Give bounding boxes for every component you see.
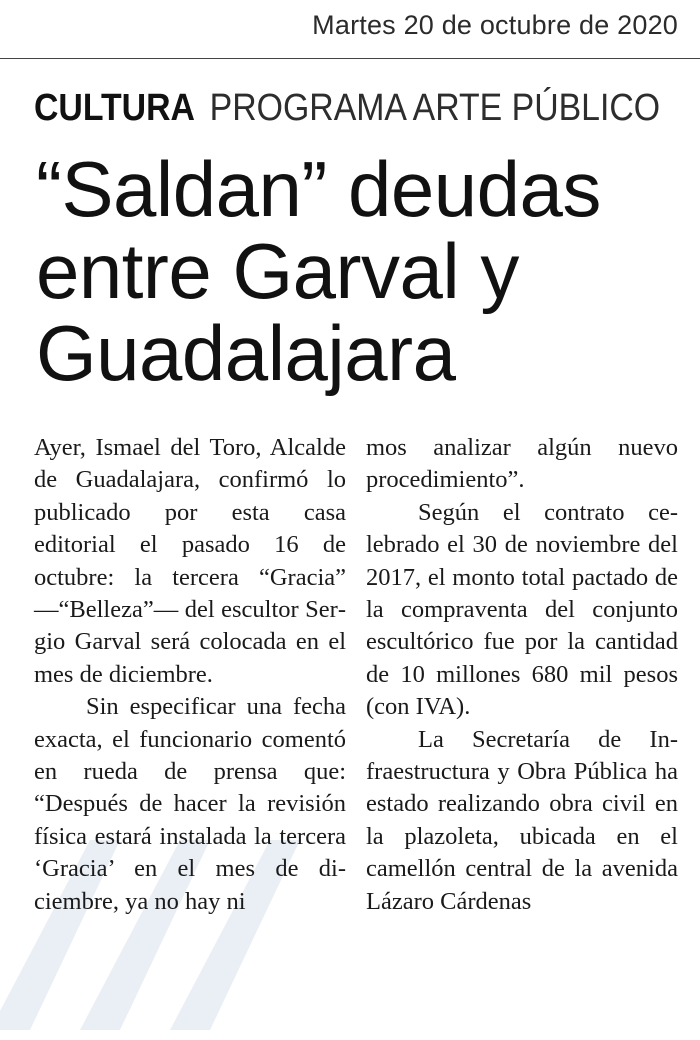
article-column-right [366,432,678,918]
section-label: CULTURA [34,87,195,129]
publication-date: Martes 20 de octubre de 2020 [312,10,678,40]
headline [36,145,601,397]
header-rule [0,58,700,59]
body-paragraph: La Secretaría de Infraestructura y Obra Pública ha estado realizando obra civil en la plazoleta, ubicada en el camellón central de la avenida Lázaro Cárdenas [366,725,678,915]
body-paragraph: Según el contrato celebrado el 30 de noviembre del 2017, el monto total pactado de la compraventa del conjunto escultórico fue por la cantidad de 10 millones 680 mil pesos (con IVA). [366,498,678,721]
headline-line: entre Garval y [36,227,519,315]
body-paragraph: Ayer, Ismael del Toro, Alcalde de Guadalajara, confirmó lo publicado por esta casa editorial el pasado 16 de octubre: la tercera “Gracia” —“Belleza”— del escultor Sergio Garval será colocada en el mes de diciembre. [34,434,346,688]
body-paragraph: mos analizar algún nuevo procedimiento”. [366,434,678,494]
program-label: PROGRAMA ARTE PÚBLICO [209,87,661,129]
kicker [34,86,660,130]
article-column-left [34,432,346,918]
headline-line: Guadalajara [36,309,456,397]
body-paragraph: Sin especificar una fecha exacta, el funcionario comentó en rueda de prensa que: “Después de hacer la revisión física estará instalada la tercera ‘Gracia’ en el mes de diciembre, ya no hay ni [34,693,346,915]
headline-line: “Saldan” deudas [36,145,601,233]
